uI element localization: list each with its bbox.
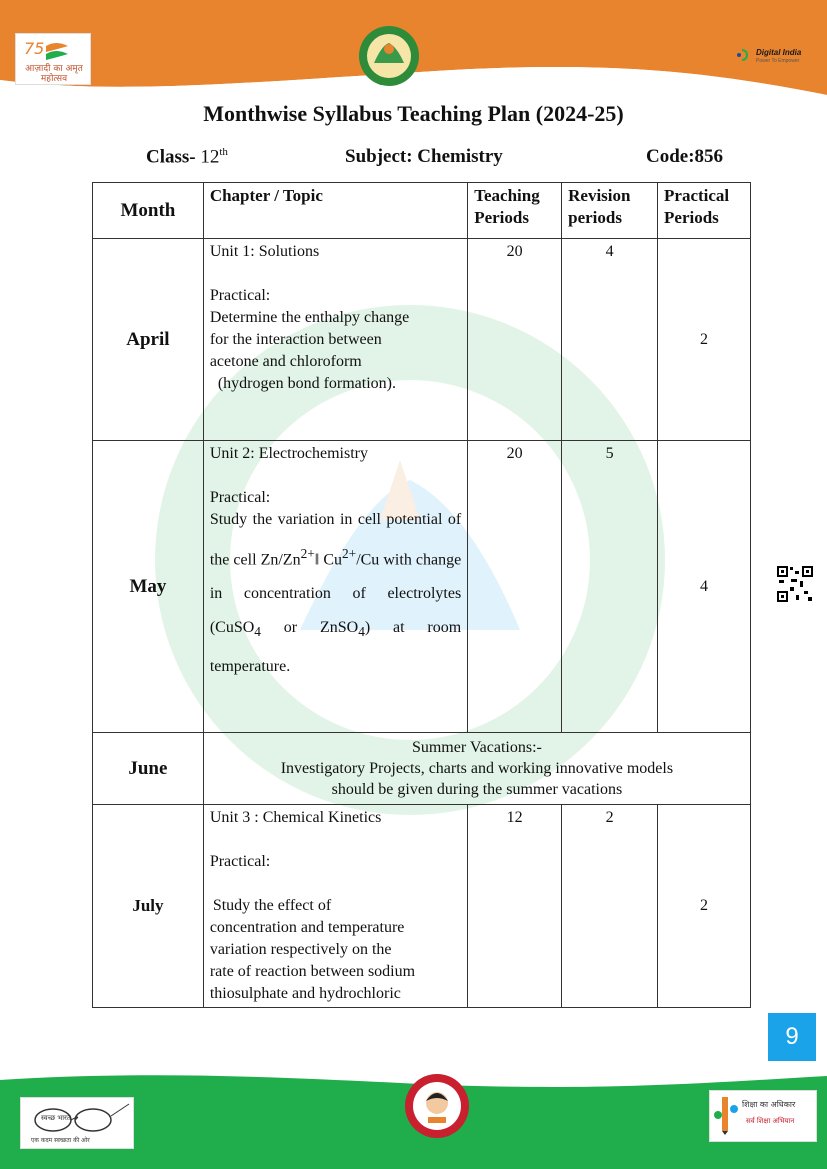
- digital-india-logo: [734, 42, 804, 72]
- header-teaching-1: Teaching: [474, 186, 540, 205]
- month-cell: June: [93, 733, 204, 805]
- month-cell: July: [93, 805, 204, 1008]
- practical-line: Study the effect of: [212, 897, 332, 914]
- practical-sup: 2+: [300, 546, 315, 561]
- header-practical-2: Periods: [664, 208, 719, 227]
- practical-periods: 4: [658, 441, 751, 733]
- class-sup: th: [219, 146, 228, 158]
- unit-title: Unit 2: Electrochemistry: [209, 445, 368, 462]
- practical-text-part: ) at room temperature.: [209, 619, 462, 675]
- header-revision-1: Revision: [568, 186, 631, 205]
- unit-title: Unit 1: Solutions: [209, 243, 320, 260]
- header-chapter: Chapter / Topic: [203, 183, 467, 239]
- revision-periods: 2: [562, 805, 658, 1008]
- vacation-line: should be given during the summer vacations: [331, 781, 623, 798]
- digital-india-tagline: Power To Empower: [756, 58, 800, 64]
- vacation-title: Summer Vacations:-: [411, 739, 542, 756]
- practical-text: [210, 503, 461, 684]
- month-cell: April: [93, 239, 204, 441]
- practical-line: acetone and chloroform: [209, 353, 362, 370]
- practical-periods: 2: [658, 239, 751, 441]
- practical-text-part: ‖ Cu: [314, 551, 342, 569]
- revision-periods: 4: [562, 239, 658, 441]
- practical-sup: 2+: [342, 546, 357, 561]
- topic-cell: [203, 239, 467, 441]
- practical-label: Practical:: [209, 287, 271, 304]
- header-revision: [562, 183, 658, 239]
- class-value: 12: [200, 146, 220, 168]
- practical-line: for the interaction between: [209, 331, 382, 348]
- header-practical-1: Practical: [664, 186, 730, 205]
- header-teaching: [468, 183, 562, 239]
- header-month: Month: [93, 183, 204, 239]
- table-header-row: [93, 183, 751, 239]
- digital-india-icon: [734, 44, 754, 66]
- class-label: [146, 146, 228, 168]
- teaching-periods: 12: [468, 805, 562, 1008]
- vacation-line: Investigatory Projects, charts and working innovative models: [280, 760, 674, 777]
- practical-label: Practical:: [209, 489, 271, 506]
- subject-label: Subject: Chemistry: [345, 146, 503, 167]
- page-number: 9: [768, 1013, 816, 1061]
- month-cell: May: [93, 441, 204, 733]
- azadi-logo-text: आज़ादी का अमृत महोत्सव: [25, 64, 83, 84]
- practical-sub: 4: [358, 624, 365, 640]
- teaching-periods: 20: [468, 441, 562, 733]
- board-seal-icon: [358, 25, 420, 87]
- swachh-logo-tagline: एक कदम स्वच्छता की ओर: [31, 1137, 90, 1144]
- page-title: Monthwise Syllabus Teaching Plan (2024-25): [203, 101, 624, 126]
- qr-code-icon: [776, 565, 814, 603]
- swachh-logo-text: स्वच्छ भारत: [41, 1114, 71, 1122]
- revision-periods: 5: [562, 441, 658, 733]
- teaching-periods: 20: [468, 239, 562, 441]
- azadi-logo: [15, 33, 91, 85]
- practical-text-part: or ZnSO: [260, 619, 359, 637]
- swachh-bharat-logo: [20, 1097, 134, 1149]
- beti-bachao-logo: [404, 1073, 470, 1139]
- header-practical: [658, 183, 751, 239]
- practical-label: Practical:: [209, 853, 271, 870]
- beti-bachao-icon: [404, 1073, 470, 1139]
- class-label-text: Class-: [146, 146, 201, 168]
- board-emblem: [358, 25, 420, 87]
- table-row: [93, 733, 751, 805]
- practical-text-part: /Cu with change in concentration of electrolytes (CuSO: [209, 551, 462, 637]
- table-row: [93, 441, 751, 733]
- topic-cell: [203, 805, 467, 1008]
- table-row: [93, 239, 751, 441]
- practical-line: rate of reaction between sodium: [209, 963, 416, 980]
- rte-logo-text: शिक्षा का अधिकार: [742, 1100, 796, 1109]
- practical-periods: 2: [658, 805, 751, 1008]
- rte-logo-tagline: सर्व शिक्षा अभियान: [746, 1117, 795, 1125]
- syllabus-table: [92, 182, 751, 1008]
- code-label: Code:856: [646, 146, 724, 167]
- practical-line: variation respectively on the: [209, 941, 392, 958]
- header-teaching-2: Periods: [474, 208, 529, 227]
- practical-line: Determine the enthalpy change: [209, 309, 410, 326]
- rte-logo: [709, 1090, 817, 1142]
- practical-text-part: Study the variation in cell potential of the cell Zn/Zn: [209, 511, 462, 569]
- svg-text:75: 75: [24, 39, 45, 58]
- topic-cell: [203, 441, 467, 733]
- header-revision-2: periods: [568, 208, 622, 227]
- digital-india-text: Digital India: [756, 48, 802, 57]
- vacation-cell: [203, 733, 750, 805]
- practical-sub: 4: [254, 624, 261, 640]
- unit-title: Unit 3 : Chemical Kinetics: [209, 809, 382, 826]
- practical-line: (hydrogen bond formation).: [217, 375, 396, 392]
- practical-line: thiosulphate and hydrochloric: [209, 985, 401, 1002]
- table-row: [93, 805, 751, 1008]
- pencil-children-icon: [712, 1095, 742, 1135]
- practical-line: concentration and temperature: [209, 919, 405, 936]
